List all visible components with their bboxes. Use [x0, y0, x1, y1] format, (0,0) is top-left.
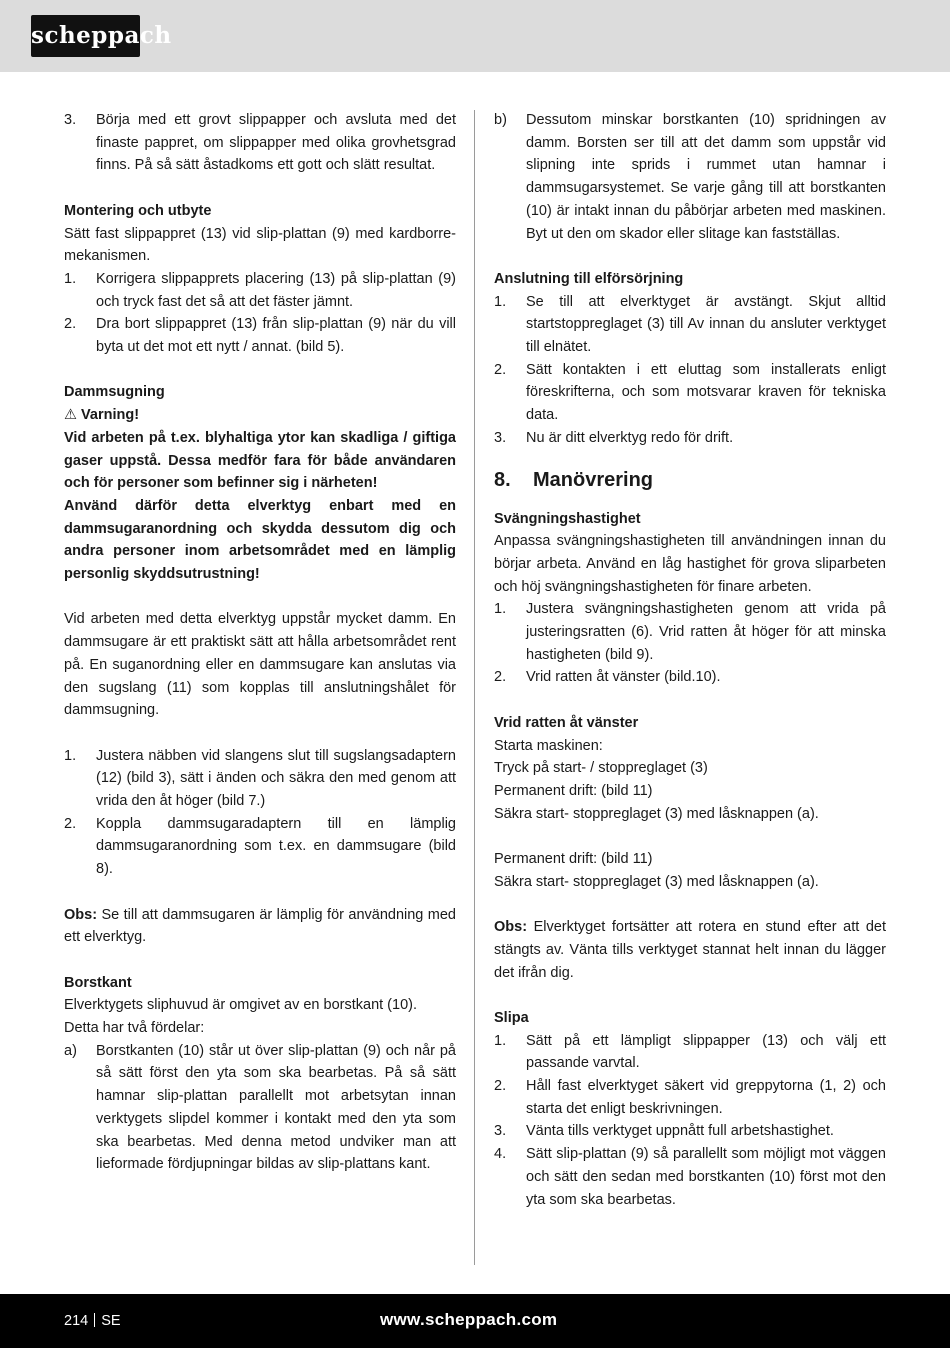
- list-number: 2.: [64, 316, 77, 333]
- list-item: [494, 1075, 886, 1120]
- footer-separator: [94, 1313, 95, 1327]
- heading-vrid-ratten: Vrid ratten åt vänster: [494, 714, 639, 731]
- warning-text: Använd därför detta elverktyg enbart med en dammsugaranordning och skydda dessutom dig och andra personer inom arbetsområdet med en lämplig personlig skyddsutrustning!: [64, 497, 456, 583]
- list-text: Dra bort slippappret (13) från slip-plattan (9) när du vill byta ut det mot ett nytt / annat. (bild 5).: [96, 316, 456, 356]
- list-number: 1.: [494, 601, 507, 618]
- text-line: Permanent drift: (bild 11): [494, 851, 653, 868]
- list-number: 2.: [494, 1078, 507, 1095]
- list-item: [494, 359, 886, 427]
- list-item: [64, 313, 456, 358]
- text-line: Tryck på start- / stoppreglaget (3): [494, 760, 708, 777]
- list-item: [494, 666, 886, 689]
- left-column: [64, 109, 456, 1176]
- list-text: Sätt slip-plattan (9) så parallellt som möjligt mot väggen och sätt den sedan med borstkanten (10) först mot den yta som ska bearbetas.: [526, 1146, 886, 1208]
- heading-svangningshastighet: Svängningshastighet: [494, 510, 641, 527]
- list-item: [494, 1120, 886, 1143]
- list-item: [494, 1143, 886, 1211]
- heading-slipa: Slipa: [494, 1009, 529, 1026]
- list-text: Sätt på ett lämpligt slippapper (13) och välj ett passande varvtal.: [526, 1032, 886, 1072]
- list-letter: b): [494, 112, 507, 128]
- list-item: [494, 1030, 886, 1075]
- page-number: [64, 1310, 121, 1332]
- text-line: Säkra start- stoppreglaget (3) med låsknappen (a).: [494, 873, 819, 890]
- list-letter: a): [64, 1042, 77, 1059]
- borstkant-intro: Elverktygets sliphuvud är omgivet av en borstkant (10).: [64, 997, 417, 1014]
- list-text: Nu är ditt elverktyg redo för drift.: [526, 429, 734, 446]
- list-number: 2.: [64, 815, 77, 832]
- page-footer: [0, 1294, 950, 1348]
- obs-label: Obs:: [64, 906, 98, 923]
- heading-montering: Montering och utbyte: [64, 202, 212, 219]
- list-item: [494, 291, 886, 359]
- svang-paragraph: Anpassa svängningshastigheten till användningen innan du börjar arbeta. Använd en låg hastighet för grova sliparbeten och höj svängningshastigheten för finare arbeten.: [494, 533, 886, 595]
- list-number: 2.: [494, 669, 507, 686]
- list-text: Börja med ett grovt slippapper och avsluta med det finaste pappret, om slippapper med olika grovhetsgrad finns. På så sätt åstadkoms ett gott och slätt resultat.: [96, 112, 456, 174]
- list-number: 1.: [494, 293, 507, 310]
- language-code: SE: [101, 1313, 121, 1329]
- list-number: 4.: [494, 1146, 507, 1163]
- list-number: 1.: [64, 747, 77, 764]
- obs-text: Elverktyget fortsätter att rotera en stund efter att det stängts av. Vänta tills verktyget stannat helt innan du lägger det ifrån dig.: [494, 919, 886, 981]
- obs-note: [494, 916, 886, 984]
- list-item: [64, 745, 456, 813]
- text-line: Starta maskinen:: [494, 737, 603, 754]
- section-number: 8.: [494, 468, 511, 491]
- website-link[interactable]: www.scheppach.com: [380, 1310, 558, 1329]
- scheppach-logo: scheppach: [31, 15, 140, 57]
- page-header: [0, 0, 950, 72]
- list-text: Justera svängningshastigheten genom att vrida på justeringsratten (6). Vrid ratten åt höger för att minska hastigheten (bild 9).: [526, 601, 886, 663]
- list-item: [494, 109, 886, 245]
- list-item: [64, 109, 456, 177]
- obs-note: [64, 904, 456, 949]
- list-text: Håll fast elverktyget säkert vid greppytorna (1, 2) och starta det enligt beskrivningen.: [526, 1078, 886, 1117]
- list-number: 2.: [494, 361, 507, 378]
- list-text: Dessutom minskar borstkanten (10) spridningen av damm. Borsten ser till att det damm som uppstår vid slipning inte sprids i rummet utan hamnar i dammsugarsystemet. Se varje gång till att borstkanten (10) är intakt innan du påbörjar arbeten med maskinen. Byt ut den om skador eller slitage kan fastställas.: [526, 112, 886, 242]
- page-number-value: 214: [64, 1313, 89, 1329]
- obs-text: Se till att dammsugaren är lämplig för användning med ett elverktyg.: [64, 906, 456, 946]
- list-text: Koppla dammsugaradaptern till en lämplig dammsugaranordning som t.ex. en dammsugare (bild 8).: [96, 815, 456, 878]
- text-line: Permanent drift: (bild 11): [494, 782, 653, 799]
- list-text: Borstkanten (10) står ut över slip-plattan (9) och når på så sätt först den yta som ska bearbetas. På så sätt hamnar slip-plattan parallellt mot arbetsytan innan verktygets slipdel kommer i kontakt med den yta som ska bearbetas. Med denna metod undviker man att lieformade fördjupningar bildas av slip-plattans kant.: [96, 1042, 456, 1173]
- list-item: [64, 1040, 456, 1176]
- list-number: 3.: [494, 429, 507, 446]
- list-item: [64, 813, 456, 881]
- list-item: [494, 598, 886, 666]
- list-number: 3.: [494, 1123, 507, 1140]
- heading-dammsugning: Dammsugning: [64, 384, 165, 401]
- list-number: 1.: [494, 1032, 507, 1049]
- section-title-text: Manövrering: [533, 468, 654, 491]
- obs-label: Obs:: [494, 919, 528, 936]
- heading-anslutning: Anslutning till elförsörjning: [494, 270, 684, 287]
- list-item: [64, 268, 456, 313]
- warning-text: Vid arbeten på t.ex. blyhaltiga ytor kan skadliga / giftiga gaser uppstå. Dessa medför fara för både användaren och för personer som befinner sig i närheten!: [64, 429, 456, 492]
- list-text: Justera näbben vid slangens slut till sugslangsadaptern (12) (bild 3), sätt i änden och säkra den med genom att vrida den åt höger (bild 7.): [96, 747, 456, 810]
- list-text: Vrid ratten åt vänster (bild.10).: [526, 669, 721, 686]
- heading-borstkant: Borstkant: [64, 974, 132, 991]
- list-number: 1.: [64, 270, 77, 287]
- right-column: [494, 109, 886, 1211]
- list-text: Se till att elverktyget är avstängt. Skjut alltid startstoppreglaget (3) till Av innan du ansluter verktyget till elnätet.: [526, 293, 886, 356]
- list-text: Korrigera slippapprets placering (13) på slip-plattan (9) och tryck fast det så att det fäster jämnt.: [96, 270, 456, 310]
- montering-intro: Sätt fast slippappret (13) vid slip-plattan (9) med kardborre-mekanismen.: [64, 225, 456, 265]
- borstkant-intro: Detta har två fördelar:: [64, 1020, 205, 1037]
- column-divider: [474, 110, 475, 1265]
- list-text: Sätt kontakten i ett eluttag som installerats enligt föreskrifterna, och som motsvarar kraven för tekniska data.: [526, 361, 886, 424]
- dust-paragraph: Vid arbeten med detta elverktyg uppstår mycket damm. En dammsugare är ett praktiskt sätt att hålla arbetsområdet rent på. En suganordning eller en dammsugare kan anslutas via den sugslang (11) som kopplas till anslutningshålet för dammsugning.: [64, 611, 456, 719]
- text-line: Säkra start- stoppreglaget (3) med låsknappen (a).: [494, 805, 819, 822]
- list-number: 3.: [64, 112, 77, 128]
- warning-label: ⚠ Varning!: [64, 407, 140, 424]
- list-item: [494, 427, 886, 450]
- section-title: [494, 466, 886, 494]
- list-text: Vänta tills verktyget uppnått full arbetshastighet.: [526, 1123, 834, 1140]
